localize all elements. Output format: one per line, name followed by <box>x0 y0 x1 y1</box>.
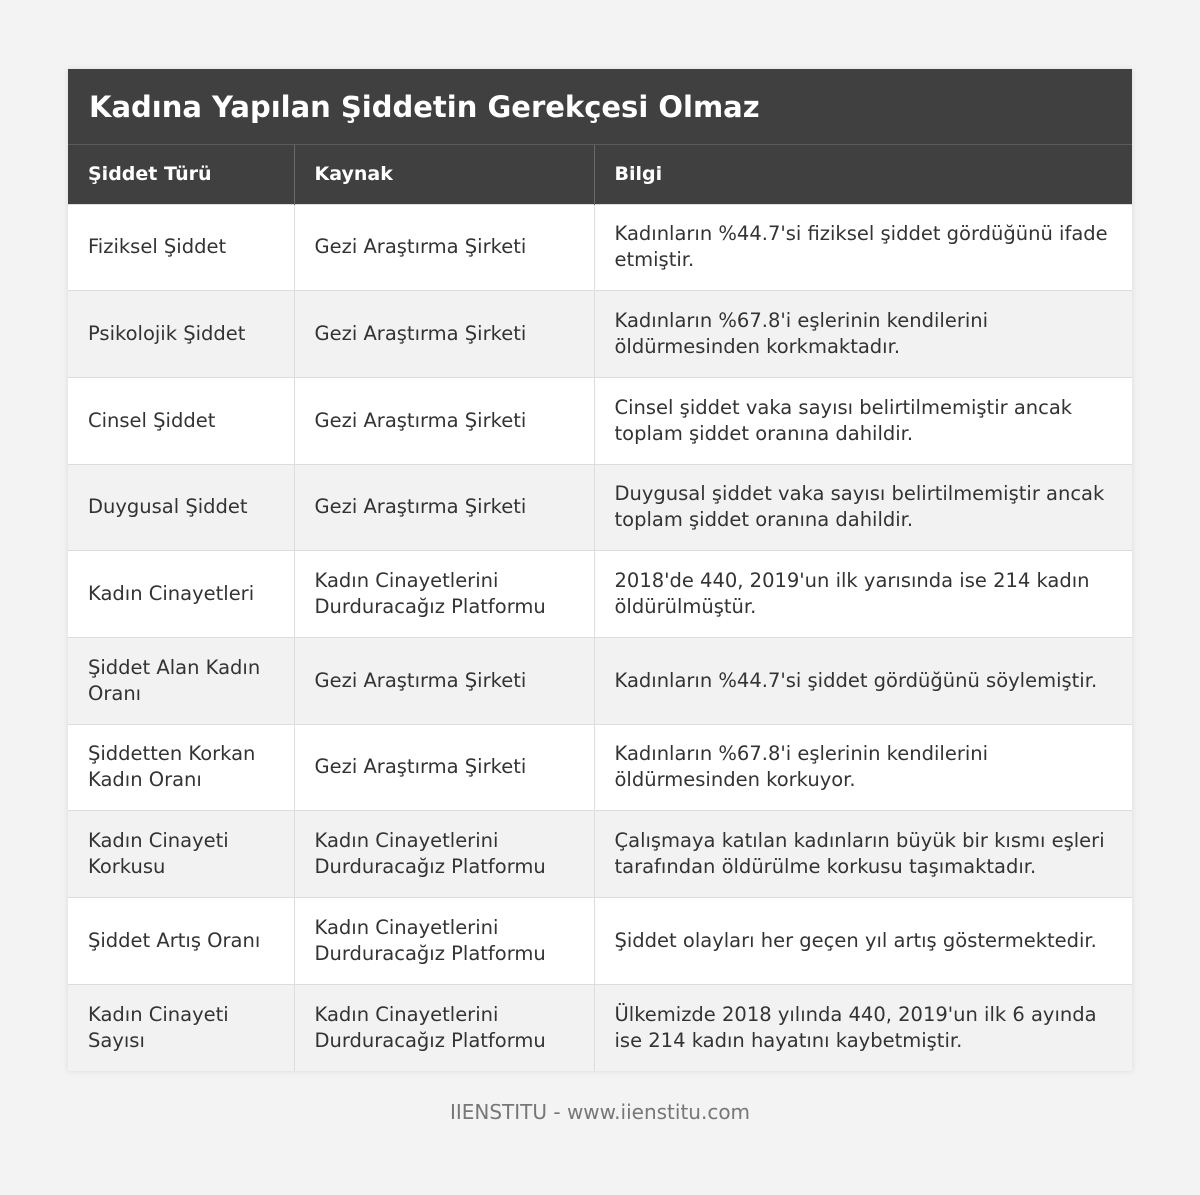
cell-source: Kadın Cinayetlerini Durduracağız Platformu <box>294 811 594 898</box>
cell-info: Kadınların %67.8'i eşlerinin kendilerini öldürmesinden korkuyor. <box>594 724 1132 811</box>
cell-type: Duygusal Şiddet <box>68 464 294 551</box>
cell-info: Cinsel şiddet vaka sayısı belirtilmemiştir ancak toplam şiddet oranına dahildir. <box>594 377 1132 464</box>
column-header-source: Kaynak <box>294 145 594 204</box>
cell-info: Kadınların %67.8'i eşlerinin kendilerini öldürmesinden korkmaktadır. <box>594 291 1132 378</box>
cell-info: 2018'de 440, 2019'un ilk yarısında ise 214 kadın öldürülmüştür. <box>594 551 1132 638</box>
cell-type: Şiddet Artış Oranı <box>68 898 294 985</box>
cell-info: Şiddet olayları her geçen yıl artış göstermektedir. <box>594 898 1132 985</box>
cell-source: Gezi Araştırma Şirketi <box>294 464 594 551</box>
cell-source: Kadın Cinayetlerini Durduracağız Platformu <box>294 551 594 638</box>
cell-type: Kadın Cinayeti Sayısı <box>68 984 294 1071</box>
table-row <box>68 811 1132 898</box>
table-title: Kadına Yapılan Şiddetin Gerekçesi Olmaz <box>68 69 1132 145</box>
table-row <box>68 464 1132 551</box>
cell-source: Gezi Araştırma Şirketi <box>294 377 594 464</box>
cell-source: Gezi Araştırma Şirketi <box>294 724 594 811</box>
cell-type: Şiddetten Korkan Kadın Oranı <box>68 724 294 811</box>
cell-source: Kadın Cinayetlerini Durduracağız Platformu <box>294 898 594 985</box>
table-row <box>68 898 1132 985</box>
cell-info: Çalışmaya katılan kadınların büyük bir kısmı eşleri tarafından öldürülme korkusu taşımaktadır. <box>594 811 1132 898</box>
cell-type: Psikolojik Şiddet <box>68 291 294 378</box>
footer-credit: IIENSTITU - www.iienstitu.com <box>449 1100 751 1124</box>
cell-source: Gezi Araştırma Şirketi <box>294 204 594 291</box>
header-row <box>68 145 1132 204</box>
cell-type: Kadın Cinayetleri <box>68 551 294 638</box>
table-row <box>68 377 1132 464</box>
cell-info: Duygusal şiddet vaka sayısı belirtilmemiştir ancak toplam şiddet oranına dahildir. <box>594 464 1132 551</box>
cell-source: Gezi Araştırma Şirketi <box>294 637 594 724</box>
cell-type: Cinsel Şiddet <box>68 377 294 464</box>
cell-type: Kadın Cinayeti Korkusu <box>68 811 294 898</box>
table-row <box>68 551 1132 638</box>
data-table <box>68 145 1132 1071</box>
column-header-type: Şiddet Türü <box>68 145 294 204</box>
cell-info: Kadınların %44.7'si şiddet gördüğünü söylemiştir. <box>594 637 1132 724</box>
table-card <box>68 69 1132 1071</box>
cell-type: Fiziksel Şiddet <box>68 204 294 291</box>
table-row <box>68 984 1132 1071</box>
table-row <box>68 724 1132 811</box>
cell-source: Gezi Araştırma Şirketi <box>294 291 594 378</box>
column-header-info: Bilgi <box>594 145 1132 204</box>
table-row <box>68 637 1132 724</box>
cell-info: Kadınların %44.7'si fiziksel şiddet gördüğünü ifade etmiştir. <box>594 204 1132 291</box>
cell-type: Şiddet Alan Kadın Oranı <box>68 637 294 724</box>
table-row <box>68 204 1132 291</box>
cell-source: Kadın Cinayetlerini Durduracağız Platformu <box>294 984 594 1071</box>
cell-info: Ülkemizde 2018 yılında 440, 2019'un ilk 6 ayında ise 214 kadın hayatını kaybetmiştir. <box>594 984 1132 1071</box>
table-row <box>68 291 1132 378</box>
